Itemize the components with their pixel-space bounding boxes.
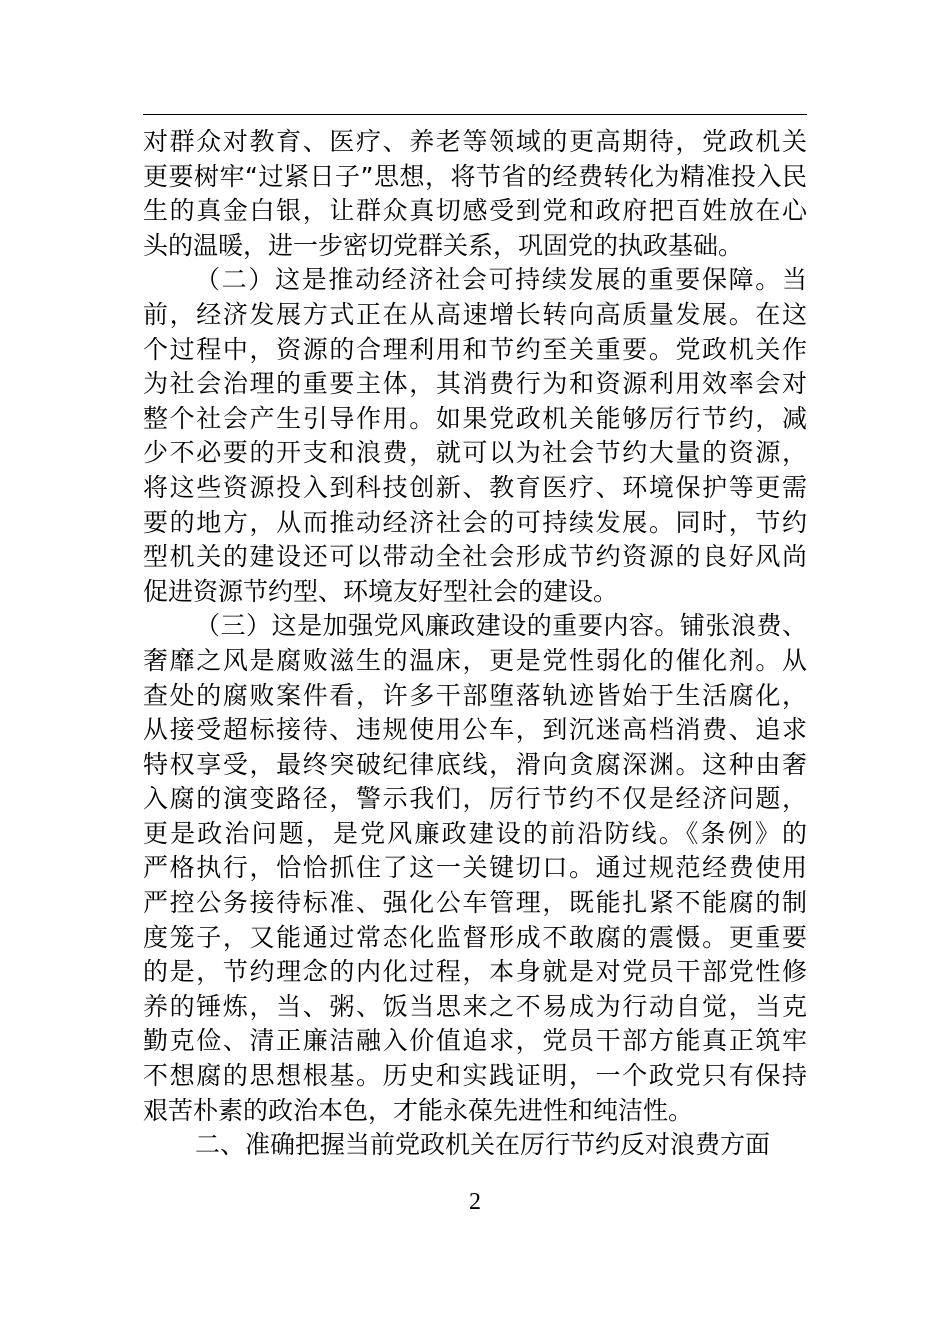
paragraph-line: 严控公务接待标准、强化公车管理，既能扎紧不能腐的制 [143,888,807,918]
paragraph-line: 前，经济发展方式正在从高速增长转向高质量发展。在这 [143,299,807,329]
paragraph-line: 严格执行，恰恰抓住了这一关键切口。通过规范经费使用 [143,853,807,883]
paragraph-line: 的是，节约理念的内化过程，本身就是对党员干部党性修 [143,957,807,987]
paragraph-line: 个过程中，资源的合理利用和节约至关重要。党政机关作 [143,334,807,364]
paragraph-line: 查处的腐败案件看，许多干部堕落轨迹皆始于生活腐化， [143,680,807,710]
paragraph-line: （二）这是推动经济社会可持续发展的重要保障。当 [195,265,807,295]
paragraph-line: 更是政治问题，是党风廉政建设的前沿防线。《条例》的 [143,818,807,848]
paragraph-line: 从接受超标接待、违规使用公车，到沉迷高档消费、追求 [143,715,807,745]
paragraph-line: 勤克俭、清正廉洁融入价值追求，党员干部方能真正筑牢 [143,1026,807,1056]
section-heading: 二、准确把握当前党政机关在厉行节约反对浪费方面 [195,1130,771,1160]
body-text [143,125,807,1163]
paragraph-line: 入腐的演变路径，警示我们，厉行节约不仅是经济问题， [143,784,807,814]
paragraph-line: 养的锤炼，当、粥、饭当思来之不易成为行动自觉，当克 [143,991,807,1021]
paragraph-line: 将这些资源投入到科技创新、教育医疗、环境保护等更需 [143,472,807,502]
paragraph-line: 型机关的建设还可以带动全社会形成节约资源的良好风尚 [143,542,807,572]
paragraph-line: 生的真金白银，让群众真切感受到党和政府把百姓放在心 [143,196,807,226]
paragraph-line: 对群众对教育、医疗、养老等领域的更高期待，党政机关 [143,127,807,156]
page-number: 2 [469,1189,481,1215]
paragraph-line: （三）这是加强党风廉政建设的重要内容。铺张浪费、 [195,611,807,641]
paragraph-line: 奢靡之风是腐败滋生的温床，更是党性弱化的催化剂。从 [143,645,807,675]
header-rule [143,114,807,115]
paragraph-line: 度笼子，又能通过常态化监督形成不敢腐的震慑。更重要 [143,922,807,952]
paragraph-line: 要的地方，从而推动经济社会的可持续发展。同时，节约 [143,507,807,537]
paragraph-line: 少不必要的开支和浪费，就可以为社会节约大量的资源， [143,438,807,468]
paragraph-line: 整个社会产生引导作用。如果党政机关能够厉行节约，减 [143,403,807,433]
paragraph-line: 头的温暖，进一步密切党群关系，巩固党的执政基础。 [143,230,744,260]
paragraph-line: 特权享受，最终突破纪律底线，滑向贪腐深渊。这种由奢 [143,749,807,779]
paragraph-line: 促进资源节约型、环境友好型社会的建设。 [143,576,619,606]
paragraph-line: 为社会治理的重要主体，其消费行为和资源利用效率会对 [143,369,807,399]
paragraph-line: 艰苦朴素的政治本色，才能永葆先进性和纯洁性。 [143,1095,694,1125]
paragraph-line: 不想腐的思想根基。历史和实践证明，一个政党只有保持 [143,1061,807,1091]
paragraph-line: 更要树牢“过紧日子”思想，将节省的经费转化为精准投入民 [143,161,807,191]
